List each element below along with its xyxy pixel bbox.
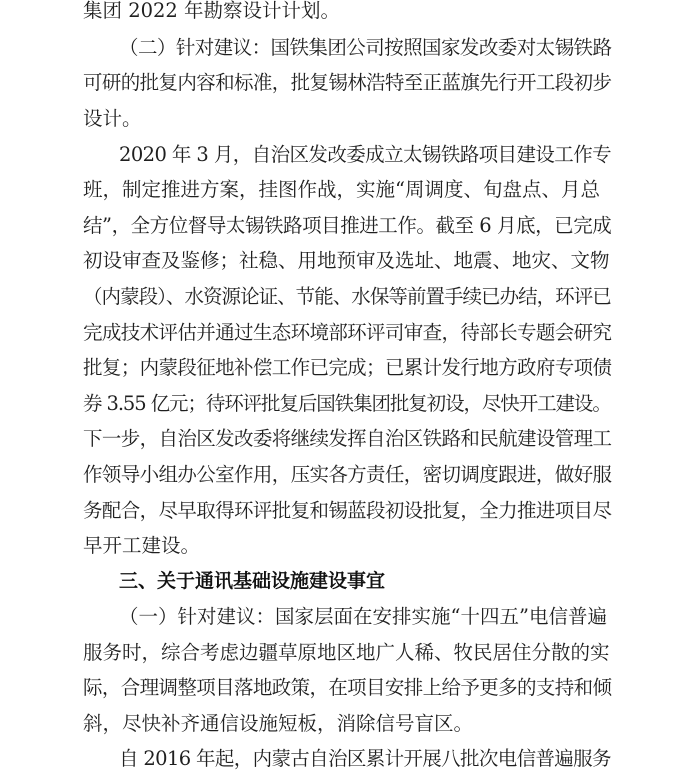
text-line: （二）针对建议：国铁集团公司按照国家发改委对太锡铁路 bbox=[119, 36, 612, 59]
text-line: （内蒙段）、水资源论证、节能、水保等前置手续已办结，环评已 bbox=[83, 285, 611, 308]
text-line: 批复；内蒙段征地补偿工作已完成；已累计发行地方政府专项债 bbox=[83, 356, 612, 379]
text-line: 服务时，综合考虑边疆草原地区地广人稀、牧民居住分散的实 bbox=[83, 641, 610, 664]
text-line: 结”，全方位督导太锡铁路项目推进工作。截至 6 月底，已完成 bbox=[83, 214, 612, 237]
text-line: 自 2016 年起，内蒙古自治区累计开展八批次电信普遍服务 bbox=[119, 747, 611, 770]
text-line: 作领导小组办公室作用，压实各方责任，密切调度跟进，做好服 bbox=[83, 463, 612, 486]
text-line: 设计。 bbox=[83, 107, 142, 130]
text-line: 初设审查及鉴修；社稳、用地预审及选址、地震、地灾、文物 bbox=[83, 249, 610, 272]
text-line: 可研的批复内容和标准，批复锡林浩特至正蓝旗先行开工段初步 bbox=[83, 71, 612, 94]
text-line: 际，合理调整项目落地政策，在项目安排上给予更多的支持和倾 bbox=[83, 676, 612, 699]
text-line: （一）针对建议：国家层面在安排实施“十四五”电信普遍 bbox=[119, 605, 607, 628]
text-line: 班，制定推进方案，挂图作战，实施“周调度、旬盘点、月总 bbox=[83, 178, 600, 201]
text-line: 2020 年 3 月，自治区发改委成立太锡铁路项目建设工作专 bbox=[119, 143, 612, 166]
text-line: 早开工建设。 bbox=[83, 534, 201, 557]
text-line: 券 3.55 亿元；待环评批复后国铁集团批复初设，尽快开工建设。 bbox=[83, 392, 611, 415]
section-heading: 三、关于通讯基础设施建设事宜 bbox=[119, 570, 386, 592]
text-line: 务配合，尽早取得环评批复和锡蓝段初设批复，全力推进项目尽 bbox=[83, 499, 612, 522]
text-line: 完成技术评估并通过生态环境部环评司审查，待部长专题会研究 bbox=[83, 321, 612, 344]
text-line: 斜，尽快补齐通信设施短板，消除信号盲区。 bbox=[83, 712, 474, 735]
text-line: 集团 2022 年勘察设计计划。 bbox=[83, 0, 341, 22]
text-line: 下一步，自治区发改委将继续发挥自治区铁路和民航建设管理工 bbox=[83, 427, 612, 450]
